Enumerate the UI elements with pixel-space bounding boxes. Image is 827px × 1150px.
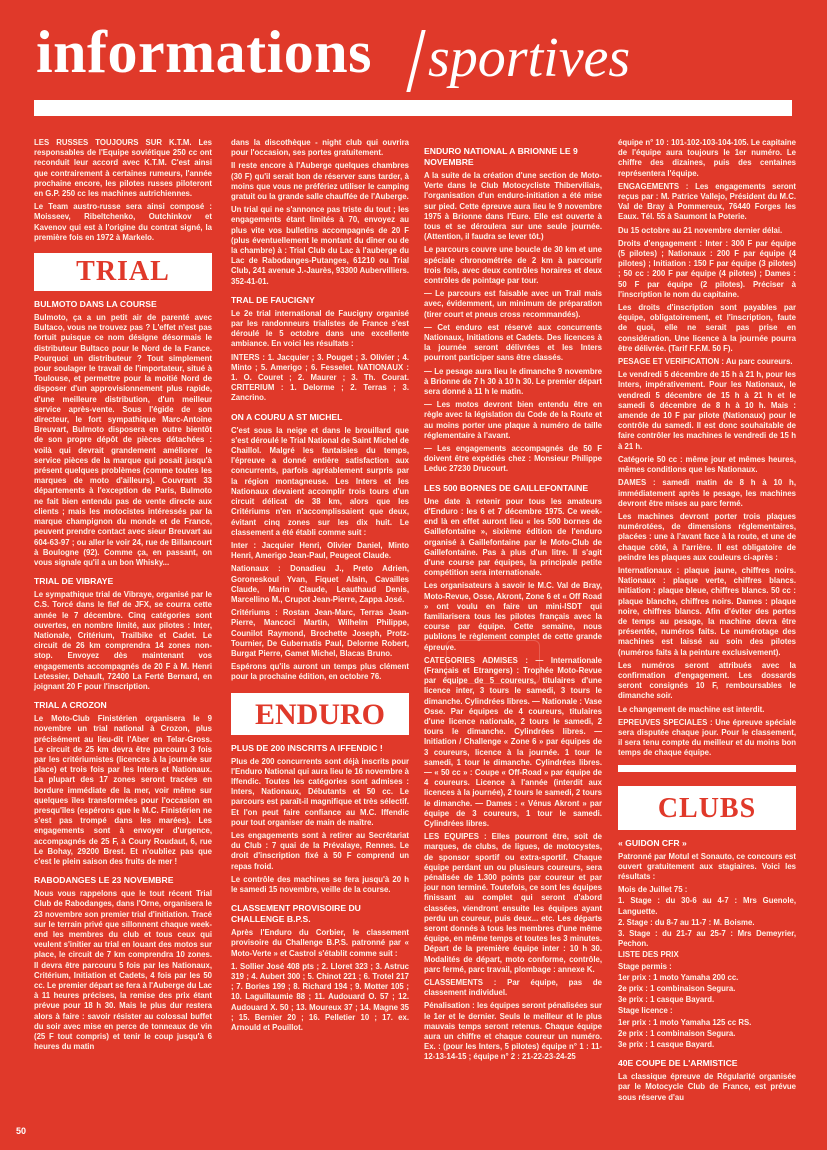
article-paragraph: PESAGE ET VERIFICATION : Au parc coureurs. <box>618 357 793 367</box>
article-paragraph: — Cet enduro est réservé aux concurrents Nationaux, Initiations et Cadets. Des licences à la journée seront délivrées et les Inters pourront participer sans être classés. <box>424 322 602 363</box>
article-paragraph: Les machines devront porter trois plaques numérotées, de dimensions réglementaires, placées : une à l'avant face à la route, et une de chaque côté, à l'arrière. Il est obligatoire de peindre les plaques aux couleurs ci-après : <box>618 511 796 562</box>
article-paragraph: Mois de Juillet 75 : <box>618 885 688 895</box>
article-paragraph: Espérons qu'ils auront un temps plus clément pour la prochaine édition, en octobre 76. <box>231 662 409 682</box>
article-headline: 40E COUPE DE L'ARMISTICE <box>618 1058 738 1069</box>
article-paragraph: Stage licence : <box>618 1006 673 1016</box>
article-paragraph: C'est sous la neige et dans le brouillard que s'est déroulé le Trial National de Saint Michel de Chaillol. Malgré les fantaisies du temps, l'épreuve a donné entière satisfaction aux concurrents, parfois agréablement surpris par la région montagneuse. Les Inters et les Nationaux devaient accomplir trois tours d'un circuit délicat de 38 km, alors que les Critériums n'en n'accomplissaient que deux, évitant cinq zones sur les dix huit. Le classement a été établi comme suit : <box>231 425 409 537</box>
article-paragraph: 2e prix : 1 combinaison Segura. <box>618 1028 736 1038</box>
article-paragraph: 3. Stage : du 21-7 au 25-7 : Mrs Demeyrier, Pechon. <box>618 929 796 949</box>
article-paragraph: Catégorie 50 cc : même jour et mêmes heures, mêmes conditions que les Nationaux. <box>618 454 796 475</box>
article-headline: ENDURO NATIONAL A BRIONNE LE 9 NOVEMBRE <box>424 146 578 167</box>
article-headline: TRAL DE FAUCIGNY <box>231 294 315 305</box>
article-paragraph: Il reste encore à l'Auberge quelques chambres (30 F) qu'il serait bon de réserver sans tarder, à moins que vous ne préfériez utiliser le camping gratuit ou la grande salle chauffée de l'Auberge. <box>231 161 409 202</box>
article-paragraph: CATEGORIES ADMISES : — Internationale (Français et Etrangers) : Trophée Moto-Revue par équipe de 5 coureurs, titulaires d'une licence inter, 3 tours le samedi, 3 tours le dimanche. Cylindrées libres. — Nationale : Vase Osse. Par équipes de 4 coureurs, titulaires d'une licence nationale, 2 tours le samedi, 2 tours le dimanche. Cylindrées libres. — Initiation / Challenge « Zone 6 » par équipes de 3 coureurs, licence à la journée. 1 tour le samedi, 1 tour le dimanche. Cylindrées libres. — « 50 cc » : Coupe « Off-Road » par équipe de 4 coureurs. Licence à l'année (interdit aux licences à la journée), 2 tours le samedi, 2 tours le dimanche. — Dames : « Vénus Akront » par équipe de 3 coureurs, 1 tour le samedi. Cylindrées libres. <box>424 655 602 828</box>
article-headline: BULMOTO DANS LA COURSE <box>34 299 157 310</box>
article-paragraph: Le vendredi 5 décembre de 15 h à 21 h, pour les Inters, impérativement. Pour les Nationaux, le vendredi 5 décembre de 15 h à 21 h et le samedi 6 décembre de 8 h à 10 h. Mais : amende de 10 F par pilote (Nationaux) pour le contrôle du samedi. Il est donc souhaitable de faire contrôler les machines le vendredi de 15 h à 21 h. <box>618 370 796 451</box>
article-paragraph: Les droits d'inscription sont payables par équipe, obligatoirement, et l'inscription, faute de quoi, elle ne serait pas prise en considération. Une licence à la journée pourra être délivrée. (Tarif F.F.M. 50 F). <box>618 303 796 353</box>
column-4 <box>618 138 796 1106</box>
article-paragraph: Les numéros seront attribués avec la confirmation d'engagement. Les dossards seront consignés 10 F, remboursables le dimanche soir. <box>618 660 796 701</box>
article-paragraph: EPREUVES SPECIALES : Une épreuve spéciale sera disputée chaque jour. Pour le classement, il sera tenu compte du meilleur et du moins bon temps de chaque équipe. <box>618 717 796 758</box>
article-paragraph: 2. Stage : du 8-7 au 11-7 : M. Boisme. <box>618 917 755 927</box>
section-divider <box>618 765 796 772</box>
article-paragraph: — Les engagements accompagnés de 50 F doivent être expédiés chez : Monsieur Philippe Leduc 27230 Drucourt. <box>424 444 602 474</box>
article-headline: ON A COURU A ST MICHEL <box>231 411 343 422</box>
article-paragraph: Plus de 200 concurrents sont déjà inscrits pour l'Enduro National qui aura lieu le 16 novembre à Iffendic. Toutes les catégories sont admises : Inters, Nationaux, Débutants et 50 cc. Le parcours est paraît-il magnifique et très sélectif. Et l'on peut faire confiance au M.C. Iffendic pour tout organiser de main de maître. <box>231 756 409 827</box>
article-paragraph: Le changement de machine est interdit. <box>618 704 765 714</box>
watermark-stamp <box>446 640 540 684</box>
article-headline: TRIAL A CROZON <box>34 700 107 711</box>
column-1 <box>34 138 212 1055</box>
article-paragraph: 1. Sollier José 408 pts ; 2. Lloret 323 ; 3. Astruc 319 ; 4. Aubert 300 ; 5. Chinot 221 ; 6. Trotel 217 ; 7. Bories 199 ; 8. Richard 194 ; 9. Motter 105 ; 10. Laguillaumie 88 ; 11. Audouard O. 57 ; 12. Audouard X. 50 ; 13. Moureux 37 ; 14. Magne 35 ; 15. Bernier 20 ; 16. Pelletier 10 ; 17. ex. Arnould et Pouillot. <box>231 961 409 1033</box>
article-headline: TRIAL DE VIBRAYE <box>34 576 114 587</box>
article-paragraph: 3e prix : 1 casque Bayard. <box>618 995 715 1005</box>
article-paragraph: Une date à retenir pour tous les amateurs d'Enduro : les 6 et 7 décembre 1975. Ce week-end là en effet auront lieu « les 500 bornes de Gaillefontaine », sixième édition de l'enduro organisé à Gaillefontaine par le Moto-Club de Gaillefontaine. Pas à plus d'un litre. Il s'agit d'une course par équipes, la principale petite compétition sera internationale. <box>424 496 602 578</box>
article-paragraph: 3e prix : 1 casque Bayard. <box>618 1040 715 1050</box>
article-headline: « GUIDON CFR » <box>618 837 687 848</box>
masthead-slash <box>406 30 425 92</box>
article-paragraph: A la suite de la création d'une section de Moto-Verte dans le Club Motocycliste Thiberviliais, l'organisation d'un enduro-initiation a été mise sur pied. Cette épreuve aura lieu le 9 novembre 1975 à Brionne dans l'Eure. Elle est ouverte à tous et se déroulera sur une seule journée. (Attention, il faudra se lever tôt.) <box>424 171 602 242</box>
article-paragraph: Inter : Jacquier Henri, Olivier Daniel, Minto Henri, Amerigo Jean-Paul, Peugeot Claude. <box>231 540 409 561</box>
article-paragraph: 2e prix : 1 combinaison Segura. <box>618 984 736 994</box>
article-paragraph: Le contrôle des machines se fera jusqu'à 20 h le samedi 15 novembre, veille de la course. <box>231 874 409 894</box>
article-paragraph: LES RUSSES TOUJOURS SUR K.T.M. Les responsables de l'Equipe soviétique 250 cc ont reconduit leur accord avec K.T.M. C'est ainsi que contrairement à certaines rumeurs, l'année prochaine encore, les pilotes russes piloteront en G.P. 250 cc les machines autrichiennes. <box>34 138 212 199</box>
masthead-subtitle: sportives <box>428 27 631 89</box>
section-title-enduro: ENDURO <box>231 693 409 735</box>
article-paragraph: — Le pesage aura lieu le dimanche 9 novembre à Brionne de 7 h 30 à 10 h 30. Le premier départ sera donné à 11 h le matin. <box>424 366 602 397</box>
article-paragraph: LES EQUIPES : Elles pourront être, soit de marques, de clubs, de ligues, de motocystes, de sponsor sportif ou extra-sportif. Chaque équipe perdant un ou plusieurs coureurs, sera pénalisée de 1.300 points par coureur et par jour non terminé. Toutefois, ce sont les équipes finissant au complet qui seront d'abord classées, viendront ensuite les équipes ayant perdu un coureur, puis deux... etc. Les départs seront donnés à tous les membres d'une même équipe, en même temps et toutes les 3 minutes. Départ de la première équipe inter : 10 h 30. Modalités de départ, moto conforme, contrôle, parc fermé, parc travail, plombage : annexe K. <box>424 832 602 974</box>
article-headline: RABODANGES LE 23 NOVEMBRE <box>34 875 174 886</box>
article-headline: PLUS DE 200 INSCRITS A IFFENDIC ! <box>231 742 383 753</box>
article-paragraph: — Les motos devront bien entendu être en règle avec la législation du Code de la Route et au moins porter une plaque à numéro de taille réglementaire à l'avant. <box>424 400 602 440</box>
article-headline: LES 500 BORNES DE GAILLEFONTAINE <box>424 482 589 493</box>
article-paragraph: Un trial qui ne s'annonce pas triste du tout ; les engagements étant limités à 70, envoyez au plus vite vos bulletins accompagnés de 20 F (plus éventuellement le montant du dîner ou de la chambre) à : Trial Club du Lac à l'auberge du Lac de Rabodanges-Putanges, 61210 ou Trial Club, 241 avenue J.-Jaurès, 93300 Aubervilliers. 352-41-01. <box>231 205 409 286</box>
column-3 <box>424 138 602 1066</box>
article-paragraph: — Le parcours est faisable avec un Trail mais avec, évidemment, un minimum de préparation (tirer court et pneus cross recommandés). <box>424 289 602 319</box>
page-number: 50 <box>16 1126 27 1136</box>
article-paragraph: Droits d'engagement : Inter : 300 F par équipe (5 pilotes) ; Nationaux : 200 F par équipe (4 pilotes) ; Initiation : 150 F par équipe (3 pilotes) ; 50 cc : 200 F par équipe (4 pilotes) ; Dames : 50 F par équipe (2 pilotes). Préciser à l'inscription le nom du capitaine. <box>618 238 796 299</box>
article-paragraph: LISTE DES PRIX <box>618 950 679 960</box>
article-paragraph: 1er prix : 1 moto Yamaha 125 cc RS. <box>618 1017 752 1027</box>
section-title-clubs: CLUBS <box>618 786 796 830</box>
article-paragraph: Nous vous rappelons que le tout récent Trial Club de Rabodanges, dans l'Orne, organisera le 23 novembre son premier trial d'initiation. Tracé sur le terrain privé que sillonnent chaque week-end les membres du club et tous ceux qui veulent s'initier au trial en louant des motos sur place, le circuit de 7 km comprendra 10 zones. Il devra être parcouru 5 fois par les Nationaux, Critérium, Initiation et Cadets, 4 fois par les 50 cc. Le premier départ se fera à l'Auberge du Lac à 11 heures précises, la remise des prix étant prévue pour 18 h 30. Mais le plus dur restera alors à faire : savoir résister au colossal buffet du soir avec mise en perce de tonneaux de vin (25 F tout compris) et tenir le coup jusqu'à 6 heures du matin <box>34 889 212 1052</box>
article-paragraph: Internationaux : plaque jaune, chiffres noirs. Nationaux : plaque verte, chiffres blancs. Initiation : plaque bleue, chiffres blancs. 50 cc : plaque blanche, chiffres noirs. Dames : plaque noire, chiffres blancs. Afin d'éviter des pertes de temps au pesage, la machine devra être présentée, numéros faits. Le numérotage des machines est laissé au soin des pilotes (numéros faits à la peinture exclusivement). <box>618 565 796 657</box>
article-paragraph: Le Moto-Club Finistérien organisera le 9 novembre un trial national à Crozon, plus précisément au lieu-dit l'Aber en Telar-Gross. Le circuit de 25 km devra être parcouru 3 fois par les critériumistes (licences à la journée sur place) et trois fois par les Inters et Nationaux. La plupart des 17 zones seront tracées en bordure immédiate de la mer, voir même sur quelques îles transformées pour l'occasion en presqu'îles (espérons que le M.C. Finistérien ne s'est pas trompé dans les marées). Les engagements sont à envoyer d'urgence, accompagnés de 25 F, à Coury Roudaut, 6, rue Le Bohay, 29200 Brest. Et n'oubliez pas que c'est le plein saison des fruits de mer ! <box>34 714 212 866</box>
article-paragraph: Après l'Enduro du Corbier, le classement provisoire du Challenge B.P.S. patronné par « Moto-Verte » et Castrol s'établit comme suit : <box>231 928 409 958</box>
article-paragraph: ENGAGEMENTS : Les engagements seront reçus par : M. Patrice Vallejo, Président du M.C. Val de Bray à Pommereux, 76440 Forges les Eaux. Tél. 55 à Saumont la Poterie. <box>618 181 796 222</box>
article-paragraph: Du 15 octobre au 21 novembre dernier délai. <box>618 225 783 235</box>
article-paragraph: Bulmoto, ça a un petit air de parenté avec Bultaco, vous ne trouvez pas ? L'effet n'est pas fortuit puisque ce nom désigne désormais le distributeur Bultaco pour le Nord de la France. Pourquoi un distributeur ? Tout simplement pour soulager le travail de l'importateur, situé à Toulouse, et permettre pour la moitié Nord de disposer d'un approvisionnement plus rapide, d'une meilleure distribution, d'un meilleur service après-vente. Sous l'égide de son directeur, le fort sympathique Marc-Antoine Breuvart, Bulmoto disposera en outre bientôt de son propre dépôt de pièces détachées : voilà qui devrait grandement améliorer le service pièces de la marque qui posait jusqu'à présent quelques problèmes (comme toutes les marques de moto d'ailleurs). Couvrant 33 départements à l'exception de Paris, Bulmoto ne fait bien entendu pas de vente directe aux clients ; mais les motocistes intéressés par la marque champignon du monde et de France, peuvent prendre contact avec sieur Breuvart au 604-63-97 ; ou aller le voir 24, rue de Billancourt à Boulogne (92). Comme ça, en passant, on vous signale qu'il a un bon Whisky... <box>34 313 212 567</box>
article-paragraph: Nationaux : Donadieu J., Preto Adrien, Goroneskoul Yvan, Fiquet Alain, Cavailles Claude, Marin Claude, Leauthaud Denis, Marcellino M., Crupot Jean-Pierre, Zappa José. <box>231 564 409 604</box>
article-paragraph: Critériums : Rostan Jean-Marc, Terras Jean-Pierre, Mancoci Martin, Wilhelm Philippe, Counilot Raymond, Brochette Joseph, Protz-Tournier, De Gubernatis Paul, Delorme Robert, Burgat Pierre, Gamet Michel, Blacas Bruno. <box>231 608 409 658</box>
article-paragraph: Le 2e trial international de Faucigny organisé par les randonneurs trialistes de France s'est déroulé le 5 octobre dans une excellente ambiance. En voici les résultats : <box>231 308 409 349</box>
article-paragraph: 1. Stage : du 30-6 au 4-7 : Mrs Guenole, Languette. <box>618 896 796 916</box>
article-paragraph: Les engagements sont à retirer au Secrétariat du Club : 7 quai de la Prévalaye, Rennes. Le droit d'inscription fixé à 50 F comprend un repas froid. <box>231 830 409 871</box>
masthead-title: informations <box>36 19 372 85</box>
article-paragraph: Le sympathique trial de Vibraye, organisé par le C.S. Torcé dans le fief de JFX, se courra cette année le 7 décembre. Cinq catégories sont ouvertes, en nombre limité, aux pilotes : Inter, Nationale, Critérium, Trailbike et Cadet. Le circuit de 26 km comprendra 14 zones non-stop. Envoyez dès maintenant vos engagements accompagnés de 20 F à M. Henri Letessier, Dehault, 72400 La Ferté Bernard, en joignant 20 F pour l'inscription. <box>34 590 212 691</box>
article-paragraph: Le parcours couvre une boucle de 30 km et une spéciale chronométrée de 2 km à parcourir trois fois, avec deux contrôles horaires et deux contrôles de pointage par tour. <box>424 245 602 286</box>
masthead-rule <box>34 100 792 116</box>
article-paragraph: dans la discothèque - night club qui ouvrira pour l'occasion, ses portes gratuitement. <box>231 138 409 158</box>
article-paragraph: Pénalisation : les équipes seront pénalisées sur le 1er et le dernier. Seuls le meilleur et le plus mauvais temps seront retenus. Chaque équipe aura un chiffre et chaque coureur un numéro. Ex. : (pour les Inters, 5 pilotes) équipe n° 1 : 11-12-13-14-15 ; équipe n° 2 : 21-22-23-24-25 <box>424 1001 602 1062</box>
article-paragraph: CLASSEMENTS : Par équipe, pas de classement individuel. <box>424 978 602 998</box>
article-paragraph: équipe n° 10 : 101-102-103-104-105. Le capitaine de l'équipe aura toujours le 1er numéro. Le chiffre des dizaines, puis des centaines représentera l'équipe. <box>618 138 796 178</box>
article-paragraph: Le Team austro-russe sera ainsi composé : Moisseev, Ribeltchenko, Outchinkov et Kavenov qui est à l'origine du contrat signé, la première fois en 1972 à Markelo. <box>34 202 212 242</box>
article-paragraph: 1er prix : 1 moto Yamaha 200 cc. <box>618 972 739 982</box>
article-paragraph: Patronné par Motul et Sonauto, ce concours est ouvert gratuitement aux stagiaires. Voici les résultats : <box>618 851 796 881</box>
section-title-trial: TRIAL <box>34 253 212 291</box>
article-paragraph: La classique épreuve de Régularité organisée par le Motocycle Club de France, est prévue sous réserve d'au <box>618 1072 796 1102</box>
column-2 <box>231 138 409 1036</box>
article-paragraph: DAMES : samedi matin de 8 h à 10 h, immédiatement après le pesage, les machines devront être mises au parc fermé. <box>618 478 796 508</box>
article-paragraph: INTERS : 1. Jacquier ; 3. Pouget ; 3. Olivier ; 4. Minto ; 5. Amerigo ; 6. Fesselet. NATIONAUX : 1. O. Couret ; 2. Maurer ; 3. Th. Courat. CRITERIUM : 1. Delorme ; 2. Terras ; 3. Zancrino. <box>231 352 409 403</box>
article-headline: CLASSEMENT PROVISOIRE DU CHALLENGE B.P.S. <box>231 903 361 925</box>
article-paragraph: Les organisateurs à savoir le M.C. Val de Bray, Moto-Revue, Osse, Akront, Zone 6 et « Off Road » ont voulu en faire un mini-ISDT qui familiarisera tous les pilotes français avec la course par équipe. Cette semaine, nous publions le règlement complet de cette grande épreuve. <box>424 581 602 652</box>
article-paragraph: Stage permis : <box>618 961 672 971</box>
